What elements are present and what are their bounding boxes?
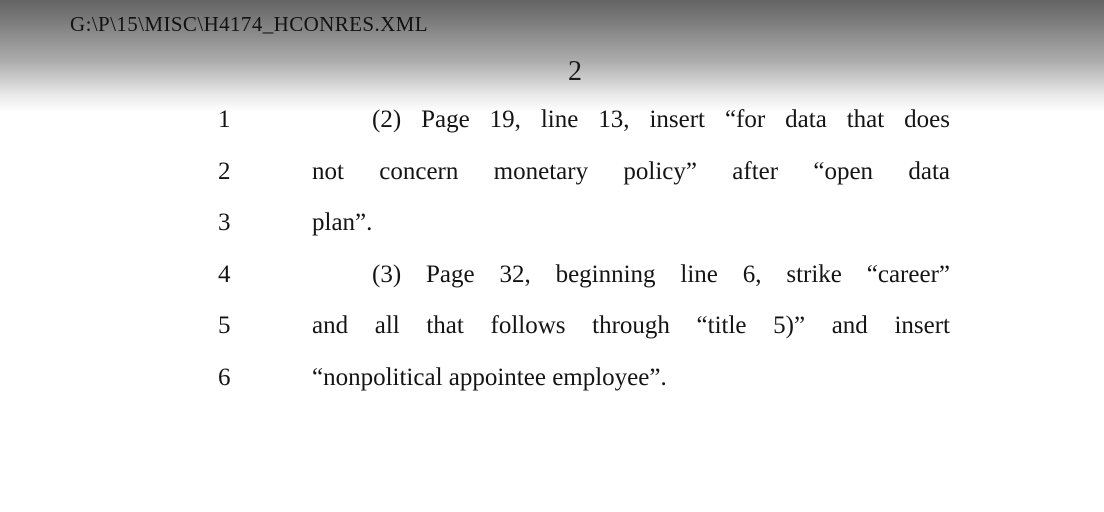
line-number: 4: [218, 260, 231, 288]
page-number: 2: [568, 56, 582, 87]
line-number: 2: [218, 157, 231, 185]
line-text: (3) Page 32, beginning line 6, strike “career”: [372, 260, 950, 288]
line-number: 5: [218, 312, 231, 340]
line-text: “nonpolitical appointee employee”.: [312, 363, 667, 391]
bill-line: [210, 197, 950, 249]
line-text: not concern monetary policy” after “open data: [312, 157, 950, 185]
bill-line: [210, 146, 950, 198]
line-text: plan”.: [312, 209, 373, 237]
file-path-header: G:\P\15\MISC\H4174_HCONRES.XML: [70, 12, 428, 36]
bill-line: [210, 249, 950, 301]
line-number: 3: [218, 209, 231, 237]
line-number: 1: [218, 106, 231, 133]
bill-text-block: [210, 94, 950, 404]
line-text: (2) Page 19, line 13, insert “for data that does: [372, 106, 950, 133]
bill-line: [210, 352, 950, 404]
line-text: and all that follows through “title 5)” and insert: [312, 312, 950, 340]
bill-line: [210, 94, 950, 146]
bill-line: [210, 300, 950, 352]
line-number: 6: [218, 363, 231, 391]
